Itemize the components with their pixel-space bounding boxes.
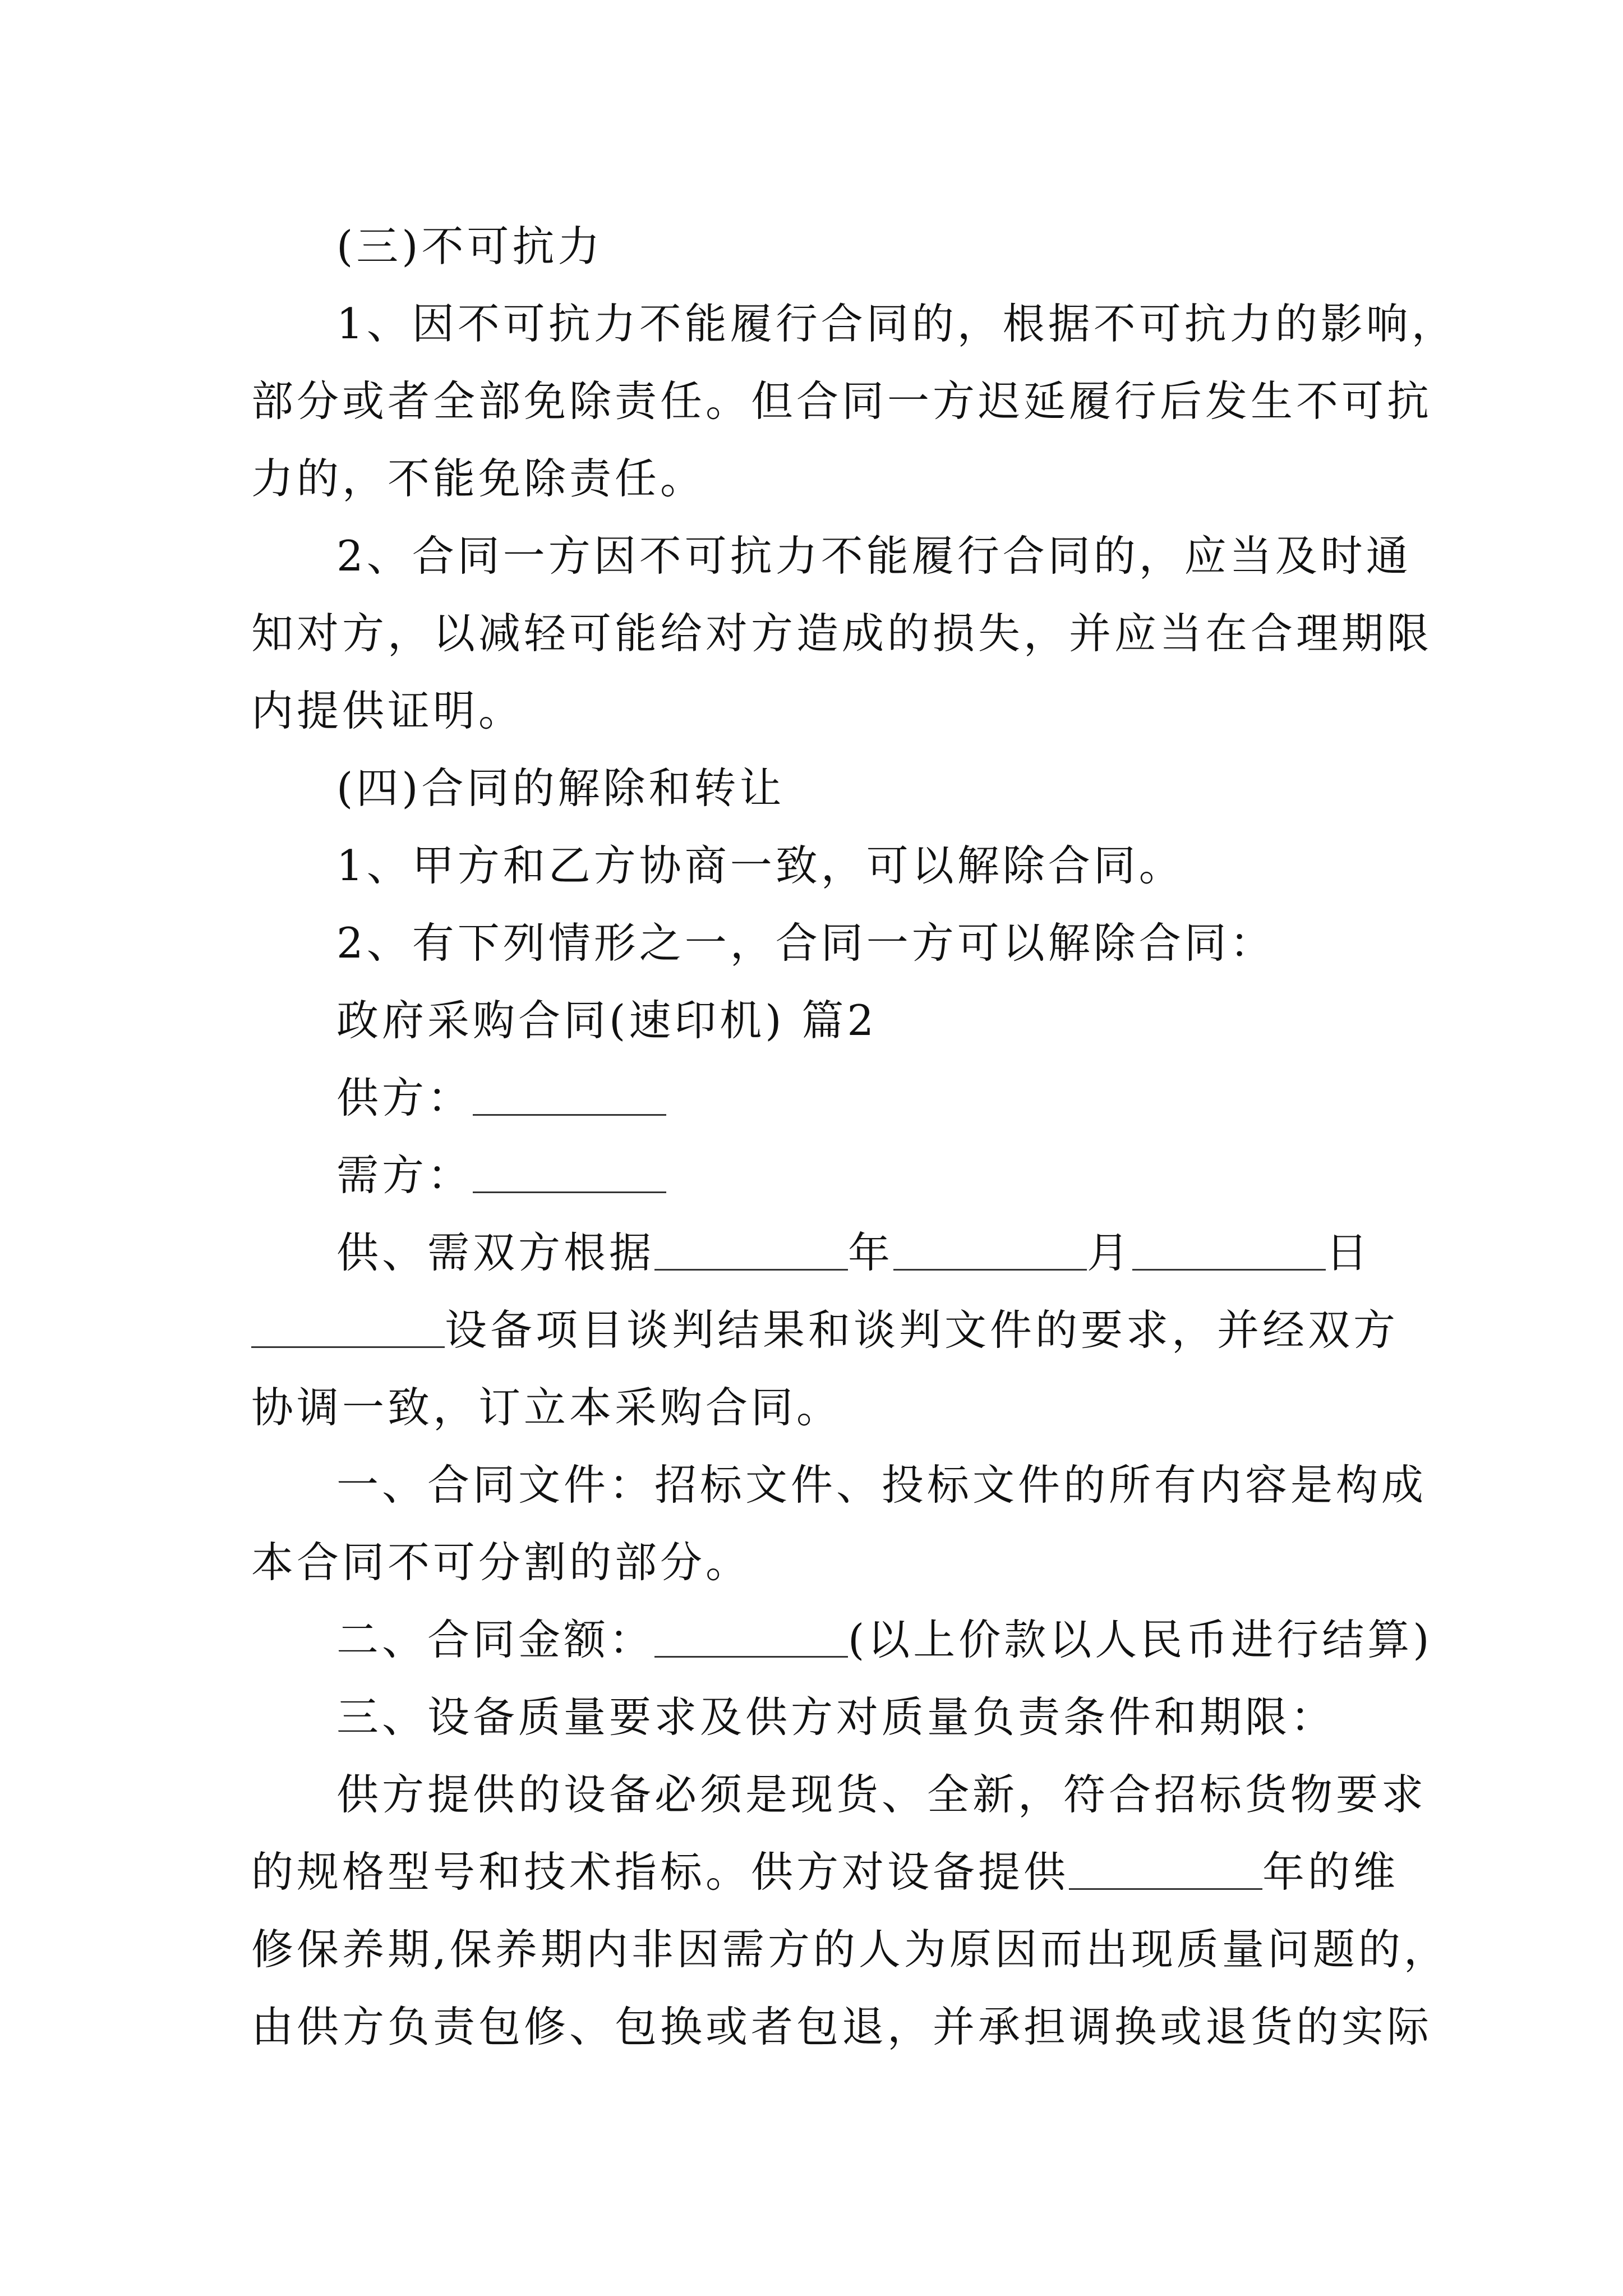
fill-in-blank[interactable] [473, 1147, 666, 1193]
text-segment: 力的，不能免除责任。 [251, 454, 706, 503]
text-line [251, 595, 1433, 672]
text-line [251, 827, 1378, 904]
fill-in-blank[interactable] [1069, 1843, 1262, 1890]
text-line [251, 982, 1378, 1059]
text-line [251, 285, 1457, 362]
text-segment: 三、设备质量要求及供方对质量负责条件和期限： [336, 1692, 1336, 1742]
text-segment: 2、有下列情形之一，合同一方可以解除合同： [336, 918, 1275, 968]
text-segment: 部分或者全部免除责任。但合同一方迟延履行后发生不可抗 [251, 376, 1433, 426]
text-line [251, 1214, 1378, 1291]
text-segment: (四)合同的解除和转让 [336, 763, 785, 813]
text-segment: 的规格型号和技术指标。供方对设备提供 [251, 1847, 1069, 1897]
text-segment: 年 [848, 1228, 894, 1277]
fill-in-blank[interactable] [893, 1224, 1087, 1271]
text-segment: 供方提供的设备必须是现货、全新，符合招标货物要求 [336, 1770, 1427, 1819]
text-line [251, 1059, 1378, 1137]
text-segment: 由供方负责包修、包换或者包退，并承担调换或退货的实际 [251, 2002, 1433, 2051]
fill-in-blank[interactable] [654, 1611, 848, 1658]
text-segment: 1、因不可抗力不能履行合同的，根据不可抗力的影响， [336, 299, 1457, 348]
text-segment: 需方： [336, 1151, 473, 1200]
text-segment: (三)不可抗力 [336, 222, 603, 271]
fill-in-blank[interactable] [654, 1224, 848, 1271]
text-segment: 月 [1087, 1228, 1133, 1277]
text-line [251, 1756, 1427, 1833]
text-line [251, 1137, 1378, 1214]
text-line [251, 1601, 1433, 1678]
text-segment: 设备项目谈判结果和谈判文件的要求，并经双方 [445, 1305, 1399, 1355]
text-line [251, 517, 1412, 595]
text-line [251, 1678, 1378, 1756]
text-line [251, 1291, 1399, 1369]
text-line [251, 749, 1378, 827]
text-segment: 年的维 [1262, 1847, 1399, 1897]
text-line [251, 440, 1378, 517]
document-body [251, 208, 1457, 2065]
text-segment: 知对方，以减轻可能给对方造成的损失，并应当在合理期限 [251, 609, 1433, 658]
text-segment: 一、合同文件：招标文件、投标文件的所有内容是构成 [336, 1460, 1427, 1510]
text-line [251, 1988, 1433, 2065]
fill-in-blank[interactable] [1132, 1224, 1326, 1271]
text-segment: 修保养期,保养期内非因需方的人为原因而出现质量问题的， [251, 1925, 1449, 1974]
text-segment: 内提供证明。 [251, 686, 524, 735]
text-line [251, 362, 1433, 440]
text-line [251, 1446, 1427, 1524]
text-segment: 2、合同一方因不可抗力不能履行合同的，应当及时通 [336, 531, 1412, 581]
text-line [251, 672, 1378, 749]
text-segment: 政府采购合同(速印机) 篇2 [336, 996, 878, 1045]
text-segment: 1、甲方和乙方协商一致，可以解除合同。 [336, 841, 1184, 890]
text-line [251, 1369, 1378, 1446]
text-line [251, 904, 1378, 982]
text-segment: 二、合同金额： [336, 1615, 655, 1664]
fill-in-blank[interactable] [473, 1069, 666, 1116]
text-segment: 协调一致，订立本采购合同。 [251, 1383, 842, 1432]
text-segment: 日 [1326, 1228, 1372, 1277]
text-segment: 本合同不可分割的部分。 [251, 1538, 751, 1587]
text-line [251, 1524, 1378, 1601]
text-line [251, 1833, 1399, 1911]
fill-in-blank[interactable] [251, 1301, 445, 1348]
text-segment: 供方： [336, 1073, 473, 1122]
text-line [251, 1911, 1449, 1988]
text-line [251, 208, 1378, 285]
text-segment: 供、需双方根据 [336, 1228, 655, 1277]
text-segment: (以上价款以人民币进行结算) [848, 1615, 1433, 1664]
